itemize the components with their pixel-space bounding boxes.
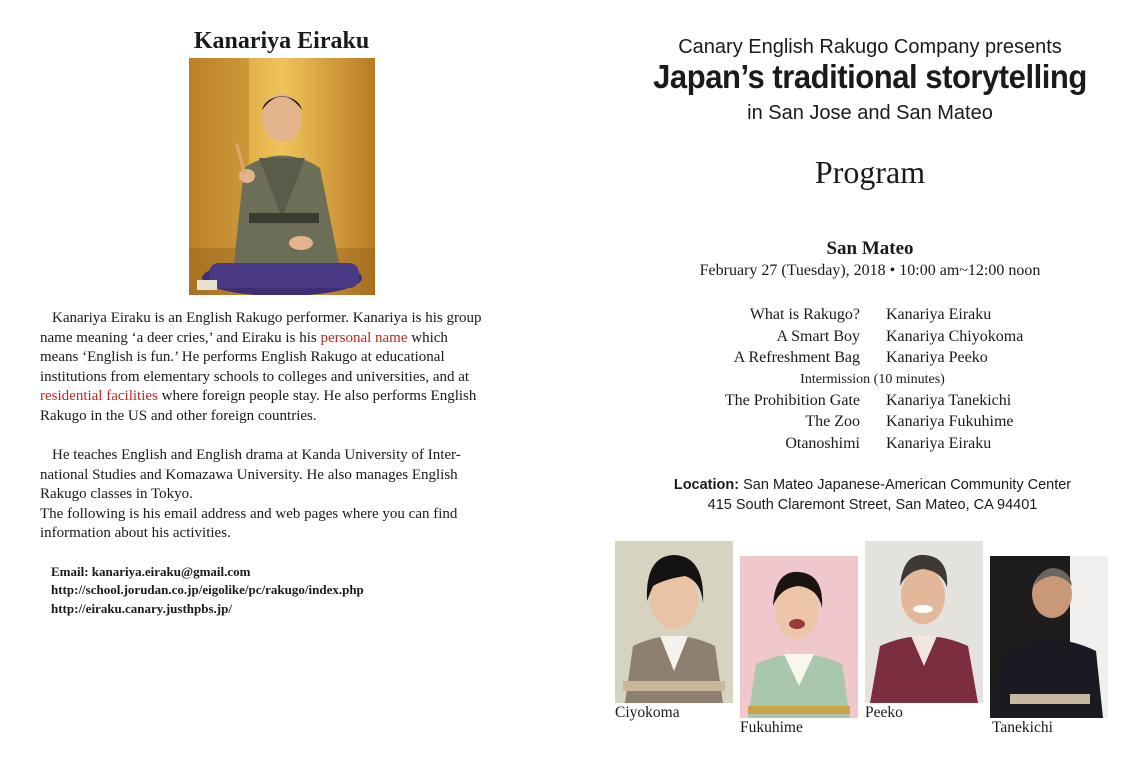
program-title: Program <box>814 154 926 190</box>
bio-line: He teaches English and English drama at Kanda University of Inter- <box>52 447 461 463</box>
bio-line <box>40 329 530 349</box>
program-row <box>600 328 1100 349</box>
bio-line: national Studies and Komazawa University. He also manages English <box>40 466 458 483</box>
bio-line: means ‘English is fun.’ He performs English Rakugo at educational <box>40 349 445 366</box>
intermission: Intermission (10 minutes) <box>800 372 945 387</box>
caption-tanekichi: Tanekichi <box>992 719 1053 736</box>
performer-portrait <box>189 58 375 295</box>
bio-paragraph-1 <box>40 309 530 427</box>
program-row <box>600 413 1100 434</box>
program-row <box>600 349 1100 370</box>
web-link-2[interactable]: http://eiraku.canary.justhpbs.jp/ <box>51 600 232 616</box>
email-address[interactable]: Email: kanariya.eiraku@gmail.com <box>51 564 251 579</box>
event-datetime: February 27 (Tuesday), 2018 • 10:00 am~12:00 noon <box>699 262 1041 279</box>
program-title-cell: A Refreshment Bag <box>733 349 860 366</box>
program-performer-cell: Kanariya Eiraku <box>886 435 992 452</box>
location-line <box>615 475 1127 495</box>
venues-line: in San Jose and San Mateo <box>747 102 993 124</box>
personal-name-highlight: personal name <box>320 329 408 346</box>
program-performer-cell: Kanariya Tanekichi <box>886 392 1012 409</box>
bio-text: which <box>407 329 448 346</box>
city-heading: San Mateo <box>826 238 914 259</box>
program-performer-cell: Kanariya Eiraku <box>886 306 992 323</box>
photo-tanekichi <box>990 556 1108 718</box>
residential-facilities-highlight: residential facilities <box>40 388 158 405</box>
bio-line: institutions from elementary schools to colleges and universities, and at <box>40 368 470 385</box>
location-name: San Mateo Japanese-American Community Center <box>739 477 1072 493</box>
bio-line: Rakugo in the US and other foreign countries. <box>40 407 317 424</box>
bio-line: The following is his email address and web pages where you can find <box>40 505 458 522</box>
location-label: Location: <box>673 477 740 493</box>
headline: Japan’s traditional storytelling <box>653 58 1087 95</box>
bio-line: information about his activities. <box>40 525 231 542</box>
bio-line: Kanariya Eiraku is an English Rakugo performer. Kanariya is his group <box>52 310 482 326</box>
program-title-cell: Otanoshimi <box>785 435 860 452</box>
program-row <box>600 392 1100 413</box>
web-link-1[interactable]: http://school.jorudan.co.jp/eigolike/pc/rakugo/index.php <box>51 582 364 598</box>
caption-ciyokoma: Ciyokoma <box>615 704 680 721</box>
photo-fukuhime <box>740 556 858 718</box>
program-title-cell: The Prohibition Gate <box>724 392 860 409</box>
caption-fukuhime: Fukuhime <box>740 719 803 736</box>
location-block <box>615 475 1127 515</box>
bio-paragraph-2 <box>40 446 530 544</box>
caption-peeko: Peeko <box>865 704 903 721</box>
program-row <box>600 435 1100 456</box>
program-row <box>600 306 1100 327</box>
contact-info <box>51 563 364 618</box>
program-performer-cell: Kanariya Chiyokoma <box>886 328 1024 345</box>
program-title-cell: A Smart Boy <box>776 328 860 345</box>
location-address: 415 South Claremont Street, San Mateo, CA 94401 <box>707 497 1038 513</box>
bio-line: Rakugo classes in Tokyo. <box>40 486 193 503</box>
photo-peeko <box>865 541 983 703</box>
bio-line <box>40 387 530 407</box>
program-performer-cell: Kanariya Fukuhime <box>886 413 1014 430</box>
program-title-cell: What is Rakugo? <box>749 306 860 323</box>
bio-text: name meaning ‘a deer cries,’ and Eiraku is his <box>40 329 321 346</box>
presenter-line: Canary English Rakugo Company presents <box>678 36 1062 58</box>
bio-text: where foreign people stay. He also performs English <box>157 388 477 405</box>
program-performer-cell: Kanariya Peeko <box>886 349 988 366</box>
performer-name: Kanariya Eiraku <box>193 28 370 54</box>
photo-ciyokoma <box>615 541 733 703</box>
program-title-cell: The Zoo <box>805 413 860 430</box>
